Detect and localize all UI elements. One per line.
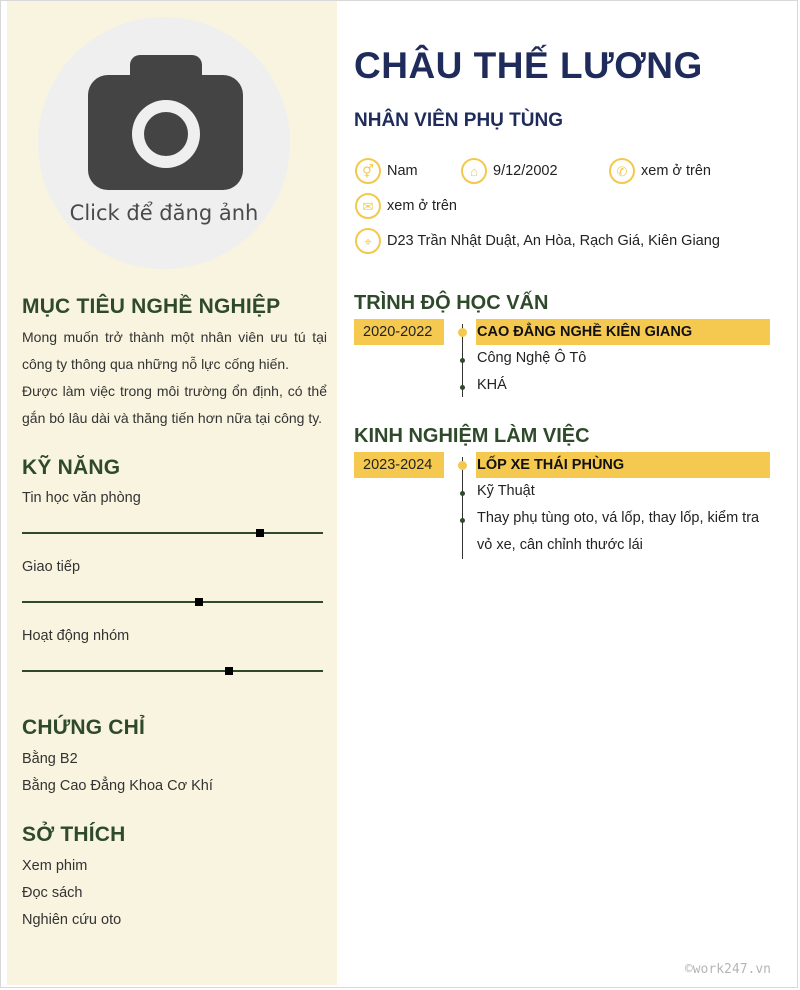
- objective-paragraph: Được làm việc trong môi trường ổn định, có thể gắn bó lâu dài và thăng tiến hơn nữa tại công ty.: [22, 383, 327, 426]
- timeline-bullet: [460, 518, 465, 523]
- skill-name: Tin học văn phòng: [22, 490, 141, 506]
- birthday-value: 9/12/2002: [493, 163, 558, 179]
- timeline-line: [462, 457, 463, 559]
- map-icon: ⌖: [355, 228, 381, 254]
- skill-name: Giao tiếp: [22, 559, 81, 575]
- birthday-cake-icon: ⌂: [461, 158, 487, 184]
- skill-level-marker[interactable]: [225, 667, 233, 675]
- address-value: D23 Trần Nhật Duật, An Hòa, Rạch Giá, Kiên Giang: [387, 233, 720, 249]
- contact-birthday: [461, 158, 558, 184]
- timeline-bullet: [460, 358, 465, 363]
- objective-title: MỤC TIÊU NGHỀ NGHIỆP: [22, 295, 281, 318]
- watermark: ©work247.vn: [684, 962, 771, 977]
- education-detail: Công Nghệ Ô Tô: [477, 350, 587, 366]
- education-period: 2020-2022: [354, 319, 444, 345]
- certificate-item: Bằng B2: [22, 751, 78, 767]
- experience-period: 2023-2024: [354, 452, 444, 478]
- skill-bar[interactable]: [22, 532, 323, 534]
- certificate-item: Bằng Cao Đẳng Khoa Cơ Khí: [22, 778, 213, 794]
- experience-company: LỐP XE THÁI PHÙNG: [476, 452, 770, 478]
- gender-icon: ⚥: [355, 158, 381, 184]
- hobby-item: Đọc sách: [22, 885, 83, 901]
- candidate-name: CHÂU THẾ LƯƠNG: [354, 45, 703, 86]
- contact-gender: [355, 158, 418, 184]
- hobby-item: Nghiên cứu oto: [22, 912, 122, 928]
- sidebar: [7, 1, 337, 985]
- phone-value: xem ở trên: [641, 163, 711, 179]
- experience-title: KINH NGHIỆM LÀM VIỆC: [354, 425, 590, 447]
- timeline-dot: [458, 461, 467, 470]
- education-detail: KHÁ: [477, 377, 507, 393]
- contact-address: [355, 228, 720, 254]
- gender-value: Nam: [387, 163, 418, 179]
- skill-name: Hoạt động nhóm: [22, 628, 130, 644]
- skill-bar[interactable]: [22, 601, 323, 603]
- contact-phone: [609, 158, 711, 184]
- skill-level-marker[interactable]: [256, 529, 264, 537]
- photo-upload[interactable]: [38, 17, 290, 269]
- skill-bar[interactable]: [22, 670, 323, 672]
- education-school: CAO ĐẲNG NGHỀ KIÊN GIANG: [476, 319, 770, 345]
- contact-email: [355, 193, 457, 219]
- objective-paragraph: Mong muốn trở thành một nhân viên ưu tú tại công ty thông qua những nỗ lực cống hiến.: [22, 329, 327, 372]
- camera-icon: [88, 55, 243, 190]
- hobby-item: Xem phim: [22, 858, 88, 874]
- experience-detail: Kỹ Thuật: [477, 483, 535, 499]
- timeline-bullet: [460, 385, 465, 390]
- certificates-title: CHỨNG CHỈ: [22, 716, 146, 739]
- main-content: [339, 1, 797, 985]
- skill-level-marker[interactable]: [195, 598, 203, 606]
- education-title: TRÌNH ĐỘ HỌC VẤN: [354, 292, 549, 314]
- experience-detail: Thay phụ tùng oto, vá lốp, thay lốp, kiểm tra vỏ xe, cân chỉnh thước lái: [477, 510, 760, 553]
- objective-text: [22, 324, 327, 432]
- timeline-dot: [458, 328, 467, 337]
- email-icon: ✉: [355, 193, 381, 219]
- timeline-bullet: [460, 491, 465, 496]
- photo-upload-label: Click để đăng ảnh: [69, 201, 259, 225]
- hobbies-title: SỞ THÍCH: [22, 823, 126, 846]
- skills-title: KỸ NĂNG: [22, 456, 121, 479]
- job-title: NHÂN VIÊN PHỤ TÙNG: [354, 110, 564, 131]
- email-value: xem ở trên: [387, 198, 457, 214]
- phone-icon: ✆: [609, 158, 635, 184]
